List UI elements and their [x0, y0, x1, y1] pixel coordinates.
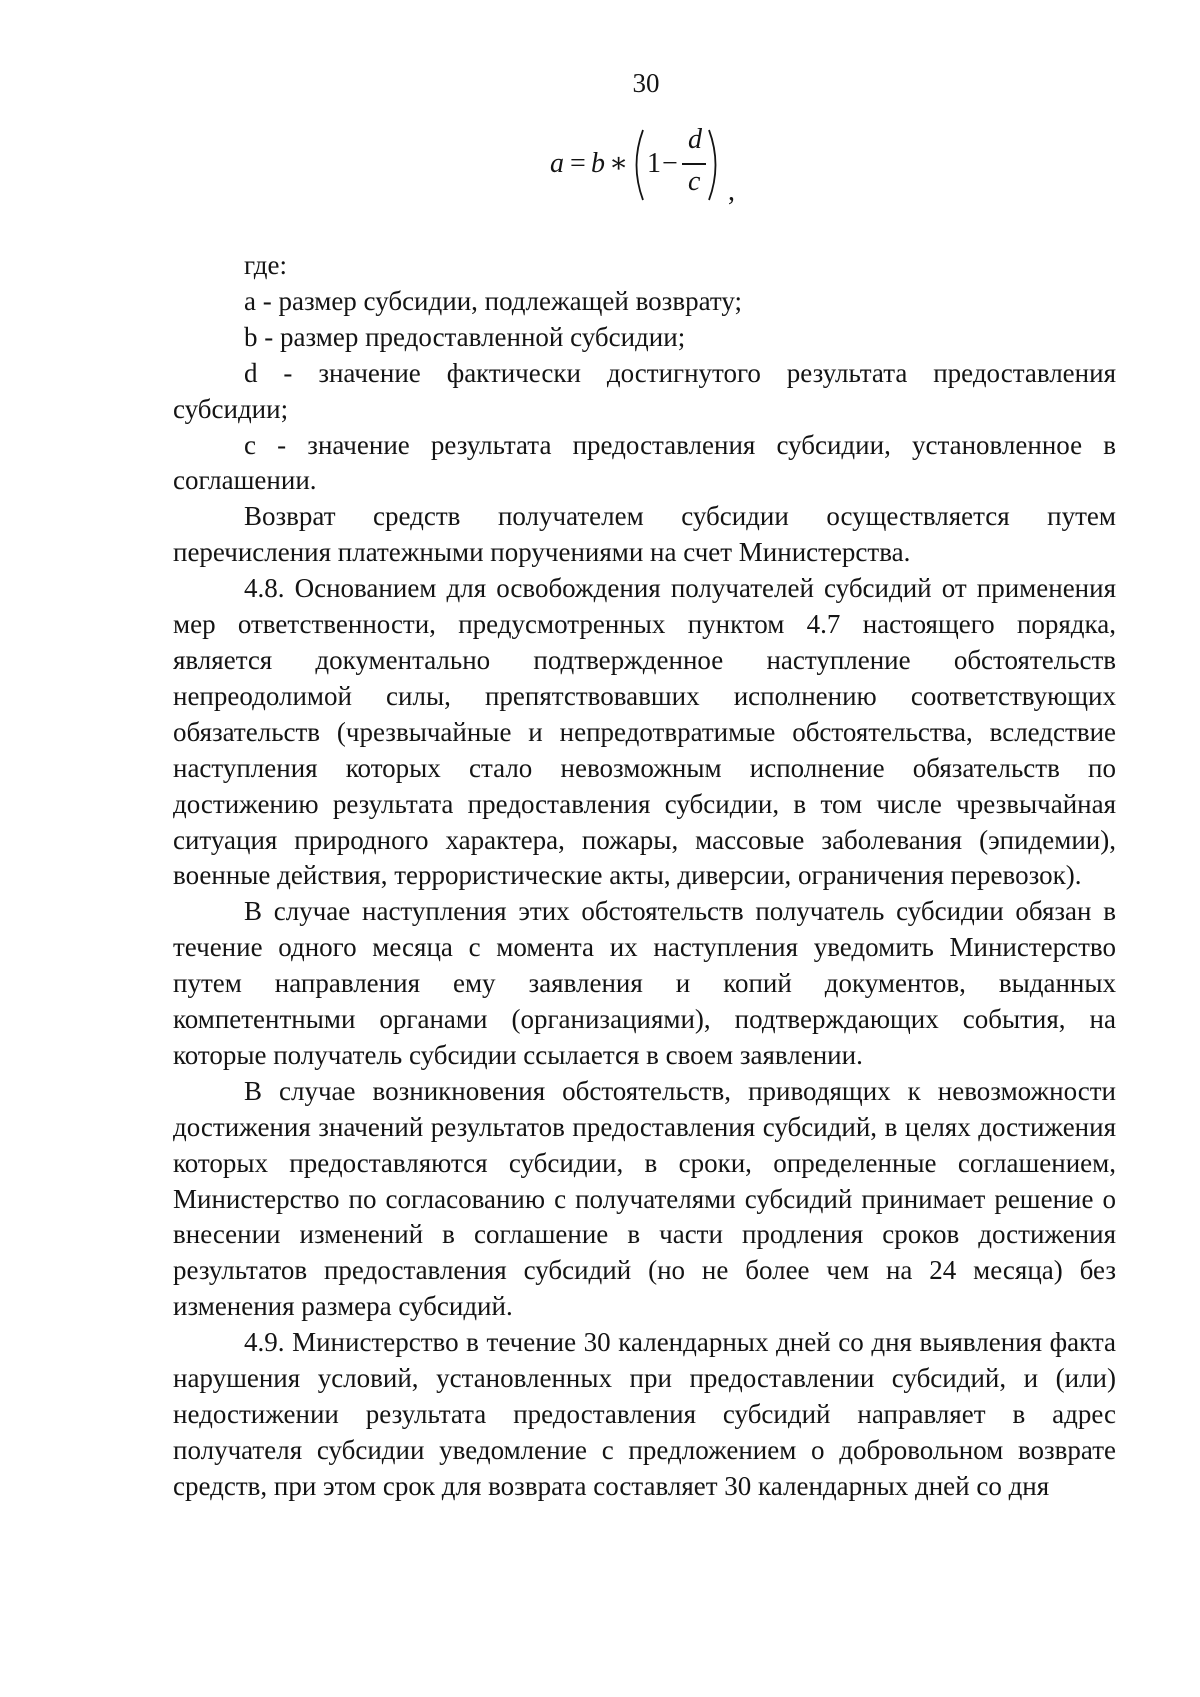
paragraph-refund: Возврат средств получателем субсидии осуществляется путем перечисления платежными поручениями на счет Министерства. [173, 501, 1116, 568]
paragraph-def-b: b - размер предоставленной субсидии; [244, 321, 686, 352]
paragraph-def-d: d - значение фактически достигнутого результата предоставления субсидии; [173, 357, 1116, 424]
paragraph-4-9: 4.9. Министерство в течение 30 календарных дней со дня выявления факта нарушения условий, установленных при предоставлении субсидий, и (или) недостижении результата предоставления субсидий направляет в адрес получателя субсидии уведомление с предложением о добровольном возврате средств, при этом срок для возврата составляет 30 календарных дней со дня [173, 1327, 1116, 1501]
formula-fraction-bar [682, 163, 706, 165]
formula-denominator: c [688, 166, 701, 197]
formula-lhs: a [550, 148, 564, 179]
paragraph-where: где: [244, 250, 287, 280]
formula-minus: − [662, 148, 678, 179]
body-text [173, 248, 1116, 1505]
formula-one: 1 [647, 148, 661, 179]
paragraph-extension: В случае возникновения обстоятельств, приводящих к невозможности достижения значений результатов предоставления субсидий, в целях достижения которых предоставляются субсидии, в сроки, определенные соглашением, Министерство по согласованию с получателями субсидий принимает решение о внесении изменений в соглашение в части продления сроков достижения результатов предоставления субсидий (но не более чем на 24 месяца) без изменения размера субсидий. [173, 1075, 1116, 1322]
formula-b: b [591, 148, 605, 179]
page-number: 30 [632, 68, 660, 98]
formula-times: ∗ [609, 148, 629, 179]
formula-trailing-comma: , [728, 176, 735, 207]
paragraph-def-c: c - значение результата предоставления субсидии, установленное в соглашении. [173, 429, 1116, 496]
formula-right-paren [706, 128, 724, 202]
formula-numerator: d [688, 124, 702, 155]
formula-left-paren [628, 128, 646, 202]
paragraph-4-8: 4.8. Основанием для освобождения получателей субсидий от применения мер ответственности, предусмотренных пунктом 4.7 настоящего порядка, является документально подтвержденное наступление обстоятельств непреодолимой силы, препятствовавших исполнению соответствующих обязательств (чрезвычайные и непредотвратимые обстоятельства, вследствие наступления которых стало невозможным исполнение обязательств по достижению результата предоставления субсидии, в том числе чрезвычайная ситуация природного характера, пожары, массовые заболевания (эпидемии), военные действия, террористические акты, диверсии, ограничения перевозок). [173, 573, 1116, 891]
formula-equals: = [570, 148, 586, 179]
paragraph-notice: В случае наступления этих обстоятельств получатель субсидии обязан в течение одного месяца с момента их наступления уведомить Министерство путем направления ему заявления и копий документов, выданных компетентными органами (организациями), подтверждающих события, на которые получатель субсидии ссылается в своем заявлении. [173, 896, 1116, 1070]
paragraph-def-a: a - размер субсидии, подлежащей возврату; [244, 285, 742, 316]
